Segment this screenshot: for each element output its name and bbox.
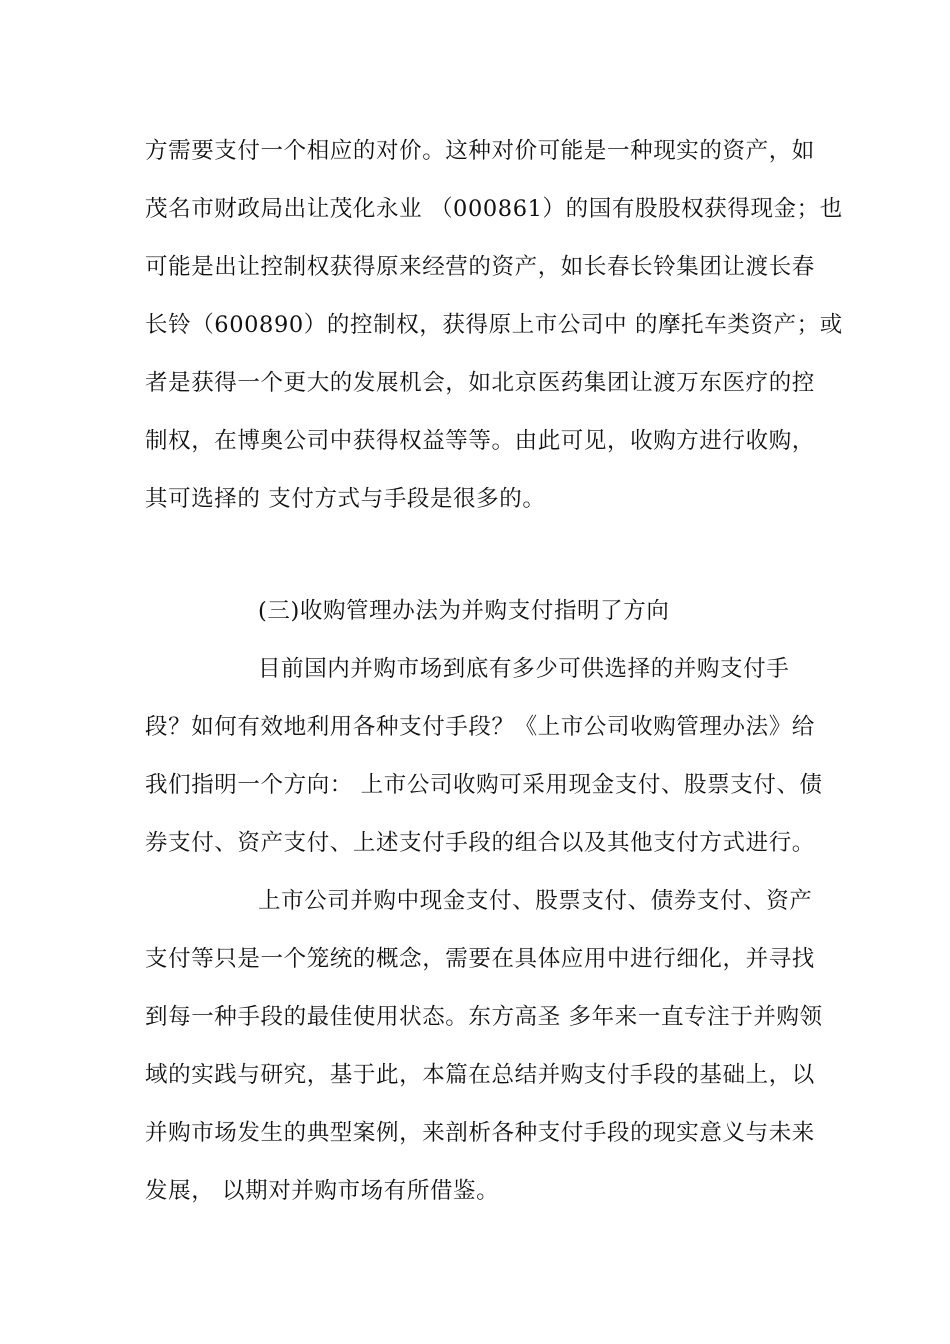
paragraph-3-line-5: 并购市场发生的典型案例，来剖析各种支付手段的现实意义与未来: [145, 1120, 815, 1146]
paragraph-1-line-1: 方需要支付一个相应的对价。这种对价可能是一种现实的资产，如: [145, 138, 815, 164]
paragraph-2-line-3: 我们指明一个方向： 上市公司收购可采用现金支付、股票支付、债: [145, 772, 823, 798]
paragraph-1-line-3: 可能是出让控制权获得原来经营的资产，如长春长铃集团让渡长春: [145, 254, 815, 280]
paragraph-2-line-2: 段？如何有效地利用各种支付手段？《上市公司收购管理办法》给: [145, 714, 815, 740]
paragraph-3-line-2: 支付等只是一个笼统的概念，需要在具体应用中进行细化，并寻找: [145, 946, 815, 972]
paragraph-3-line-4: 域的实践与研究，基于此，本篇在总结并购支付手段的基础上，以: [145, 1062, 815, 1088]
paragraph-2-line-4: 券支付、资产支付、上述支付手段的组合以及其他支付方式进行。: [145, 830, 815, 856]
paragraph-2-line-1: 目前国内并购市场到底有多少可供选择的并购支付手: [258, 656, 790, 682]
paragraph-1-line-2: 茂名市财政局出让茂化永业 （000861）的国有股股权获得现金；也: [145, 196, 843, 222]
paragraph-1-line-7: 其可选择的 支付方式与手段是很多的。: [145, 486, 546, 512]
paragraph-1-line-6: 制权，在博奥公司中获得权益等等。由此可见，收购方进行收购，: [145, 428, 815, 454]
paragraph-3-line-1: 上市公司并购中现金支付、股票支付、债券支付、资产: [258, 888, 813, 914]
section-heading: (三)收购管理办法为并购支付指明了方向: [258, 598, 670, 624]
paragraph-3-line-3: 到每一种手段的最佳使用状态。东方高圣 多年来一直专注于并购领: [145, 1004, 823, 1030]
paragraph-1-line-5: 者是获得一个更大的发展机会，如北京医药集团让渡万东医疗的控: [145, 370, 815, 396]
paragraph-1-line-4: 长铃（600890）的控制权，获得原上市公司中 的摩托车类资产；或: [145, 312, 843, 338]
paragraph-3-line-6: 发展， 以期对并购市场有所借鉴。: [145, 1178, 500, 1204]
